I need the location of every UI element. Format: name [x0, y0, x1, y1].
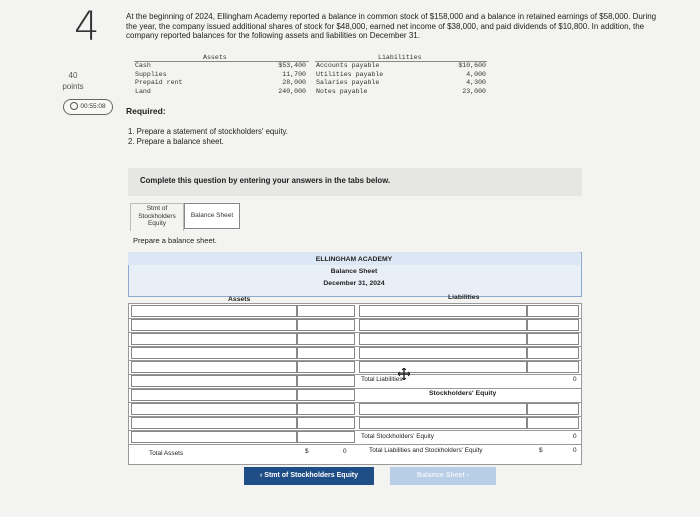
chevron-right-icon: ›: [466, 472, 470, 479]
assets-column-header: Assets: [228, 296, 251, 303]
stockholders-equity-header-row: [129, 388, 581, 403]
asset-name-input[interactable]: [131, 319, 297, 331]
total-liabilities-label: Total Liabilities: [361, 376, 403, 383]
points-info: [58, 70, 88, 92]
move-cursor-icon: [398, 368, 410, 380]
equity-amount-input[interactable]: [527, 403, 579, 415]
table-row: [129, 402, 581, 417]
liability-amount-input[interactable]: [527, 347, 579, 359]
liability-name-input[interactable]: [359, 305, 527, 317]
liability-values: [450, 62, 486, 96]
total-stockholders-equity-label: Total Stockholders' Equity: [361, 433, 434, 440]
balance-sheet-grid: [128, 303, 582, 465]
asset-amount-input[interactable]: [297, 333, 355, 345]
asset-value: 240,000: [278, 87, 306, 95]
required-list: [128, 127, 288, 146]
equity-amount-input[interactable]: [527, 417, 579, 429]
liability-amount-input[interactable]: [527, 361, 579, 373]
asset-name: Prepaid rent: [135, 79, 183, 87]
table-row: [129, 318, 581, 333]
liability-name-input[interactable]: [359, 333, 527, 345]
timer[interactable]: [63, 99, 113, 115]
chevron-left-icon: ‹: [259, 472, 263, 479]
tab-line: Stockholders: [138, 212, 176, 220]
tab-balance-sheet[interactable]: Balance Sheet: [184, 203, 240, 229]
company-name: ELLINGHAM ACADEMY: [315, 256, 393, 263]
total-liabilities-and-equity-value: 0: [573, 447, 577, 454]
asset-name: Land: [135, 87, 151, 95]
liability-amount-input[interactable]: [527, 305, 579, 317]
liability-value: 4,300: [466, 79, 486, 87]
asset-names: [135, 62, 182, 96]
table-row: [129, 346, 581, 361]
table-row: [129, 304, 581, 319]
asset-name: Supplies: [135, 70, 167, 78]
asset-name-input[interactable]: [131, 305, 297, 317]
tab-line: Equity: [147, 220, 167, 227]
liability-value: 23,000: [462, 87, 486, 95]
liability-name: Notes payable: [316, 87, 368, 95]
clock-icon: [70, 102, 78, 110]
statement-title: Balance Sheet: [330, 268, 378, 275]
question-intro: At the beginning of 2024, Ellingham Academy reported a balance in common stock of $158,000 and a balance in retained earnings of $58,000. During the year, the company issued additional shares of stock for $48,000, earned net income of $38,000, and paid dividends of $10,800. In addition, the company reported balances for the following assets and liabilities on December 31.: [126, 12, 657, 40]
prev-tab-label: Stmt of Stockholders Equity: [264, 472, 359, 479]
asset-amount-input[interactable]: [297, 389, 355, 401]
asset-value: 11,700: [282, 70, 306, 78]
total-assets-value: 0: [343, 448, 347, 455]
liability-amount-input[interactable]: [527, 333, 579, 345]
asset-name-input[interactable]: [131, 417, 297, 429]
asset-name-input[interactable]: [131, 389, 297, 401]
liability-amount-input[interactable]: [527, 319, 579, 331]
liability-value: 4,000: [466, 70, 486, 78]
tab-stmt-stockholders-equity[interactable]: [130, 203, 184, 231]
liability-name: Utilities payable: [316, 70, 384, 78]
instructions-text: Complete this question by entering your answers in the tabs below.: [140, 176, 391, 185]
stockholders-equity-label: Stockholders' Equity: [429, 390, 497, 397]
table-row: [129, 416, 581, 431]
asset-value: $53,400: [278, 62, 306, 69]
equity-name-input[interactable]: [359, 403, 527, 415]
asset-amount-input[interactable]: [297, 375, 355, 387]
asset-name: Cash: [135, 62, 151, 69]
points-label: points: [62, 82, 84, 91]
total-assets-label: Total Assets: [149, 450, 184, 457]
total-assets-currency: $: [305, 448, 309, 455]
prev-tab-button[interactable]: [244, 467, 374, 485]
liability-name: Accounts payable: [316, 62, 380, 69]
table-row: [129, 332, 581, 347]
liabilities-header: Liabilities: [378, 54, 422, 61]
asset-name-input[interactable]: [131, 403, 297, 415]
required-item: 1. Prepare a statement of stockholders' equity.: [128, 127, 288, 136]
liability-name-input[interactable]: [359, 347, 527, 359]
liability-name-input[interactable]: [359, 319, 527, 331]
liability-name: Salaries payable: [316, 79, 380, 87]
asset-name-input[interactable]: [131, 361, 297, 373]
statement-date: December 31, 2024: [323, 280, 385, 287]
total-liabilities-and-equity-label: Total Liabilities and Stockholders' Equity: [369, 447, 483, 454]
asset-amount-input[interactable]: [297, 417, 355, 429]
prepare-text: Prepare a balance sheet.: [133, 236, 217, 245]
total-stockholders-equity-value: 0: [573, 433, 577, 440]
table-row: [129, 360, 581, 375]
asset-amount-input[interactable]: [297, 431, 355, 443]
liabilities-column-header: Liabilities: [448, 294, 480, 301]
total-liabilities-row: [129, 374, 581, 389]
points-value: 40: [68, 71, 78, 80]
asset-amount-input[interactable]: [297, 319, 355, 331]
liability-name-input[interactable]: [359, 361, 527, 373]
required-item: 2. Prepare a balance sheet.: [128, 136, 224, 146]
liability-names: [316, 62, 383, 96]
asset-amount-input[interactable]: [297, 403, 355, 415]
asset-amount-input[interactable]: [297, 361, 355, 373]
equity-name-input[interactable]: [359, 417, 527, 429]
required-label: Required:: [126, 106, 166, 116]
total-stockholders-equity-row: [129, 430, 581, 445]
totals-row: [129, 444, 581, 460]
asset-amount-input[interactable]: [297, 305, 355, 317]
next-tab-button[interactable]: [390, 467, 496, 485]
question-number: 4: [74, 4, 100, 50]
total-liabilities-and-equity-currency: $: [539, 447, 543, 454]
next-tab-label: Balance Sheet: [416, 472, 465, 479]
tab-line: Stmt of: [146, 205, 168, 212]
asset-values: [268, 62, 306, 96]
total-liabilities-value: 0: [573, 376, 577, 383]
asset-name-input[interactable]: [131, 347, 297, 359]
timer-text: 00:55:08: [80, 103, 106, 110]
balance-sheet-title: [128, 254, 580, 290]
asset-amount-input[interactable]: [297, 347, 355, 359]
asset-name-input[interactable]: [131, 375, 297, 387]
assets-header: Assets: [203, 54, 227, 61]
liability-value: $10,600: [458, 62, 486, 69]
asset-name-input[interactable]: [131, 333, 297, 345]
asset-value: 28,000: [282, 79, 306, 87]
asset-name-input[interactable]: [131, 431, 297, 443]
